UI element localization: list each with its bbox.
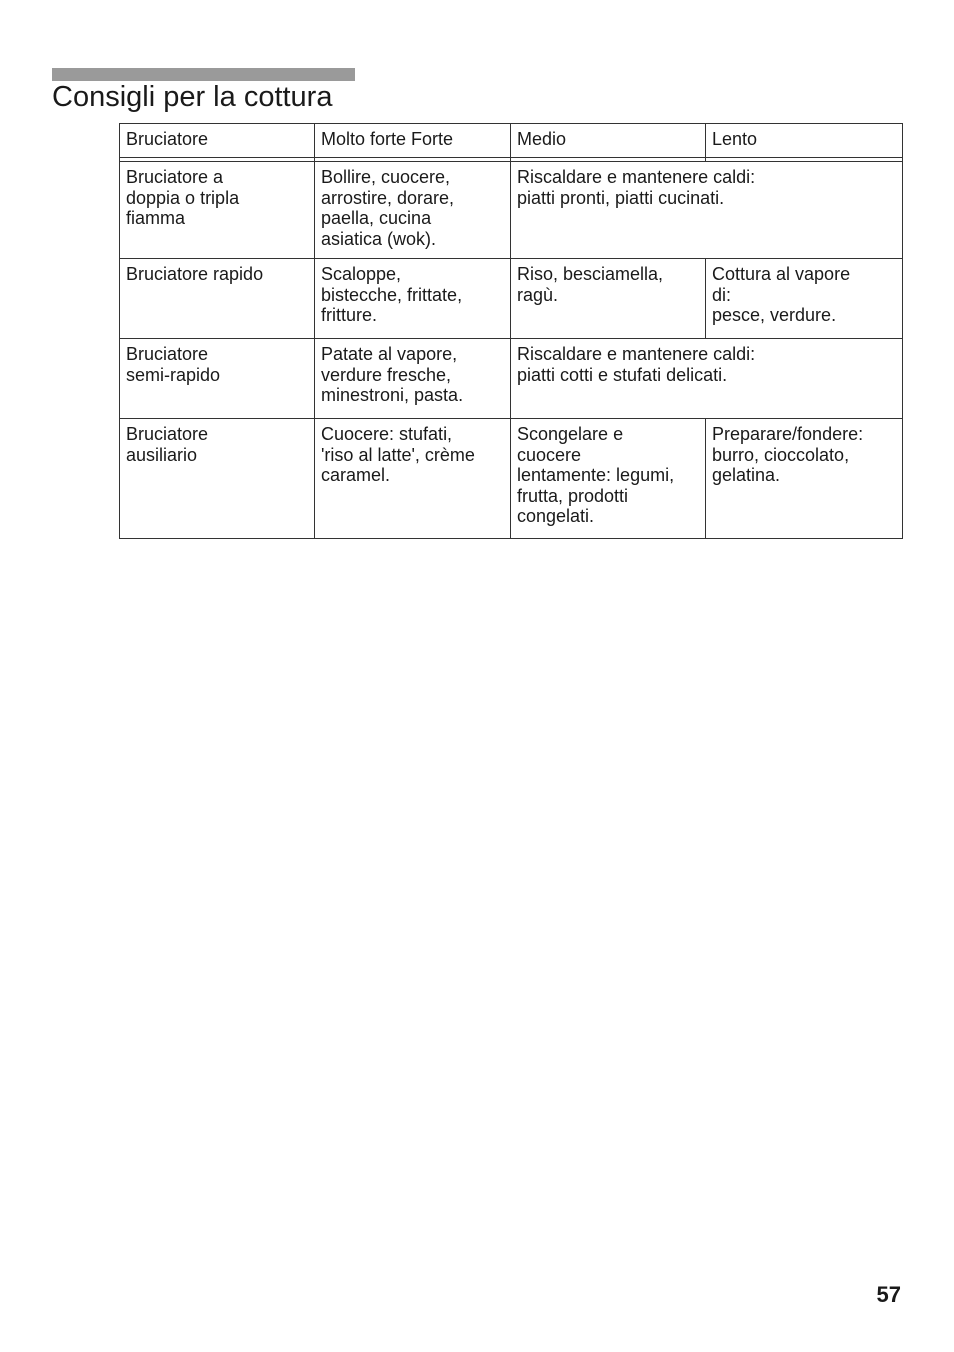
burner-cell: Bruciatore ausiliario: [120, 419, 315, 539]
header-very-strong: Molto forte Forte: [315, 124, 511, 158]
low-cell: Cottura al vapore di: pesce, verdure.: [706, 259, 903, 339]
very-strong-cell: Bollire, cuocere, arrostire, dorare, paella, cucina asiatica (wok).: [315, 162, 511, 259]
table-row: [120, 259, 903, 339]
cooking-tips-table: [119, 123, 903, 539]
page-title: Consigli per la cottura: [52, 81, 333, 113]
very-strong-cell: Cuocere: stufati, 'riso al latte', crème caramel.: [315, 419, 511, 539]
burner-cell: Bruciatore rapido: [120, 259, 315, 339]
low-cell: Preparare/fondere: burro, cioccolato, gelatina.: [706, 419, 903, 539]
header-low: Lento: [706, 124, 903, 158]
header-burner: Bruciatore: [120, 124, 315, 158]
burner-cell: Bruciatore semi-rapido: [120, 339, 315, 419]
table-header-row: [120, 124, 903, 158]
page-number: 57: [876, 1282, 901, 1307]
header-medium: Medio: [511, 124, 706, 158]
medium-low-cell: Riscaldare e mantenere caldi: piatti pronti, piatti cucinati.: [511, 162, 903, 259]
table-row: [120, 339, 903, 419]
table-row: [120, 162, 903, 259]
medium-cell: Scongelare e cuocere lentamente: legumi, frutta, prodotti congelati.: [511, 419, 706, 539]
very-strong-cell: Patate al vapore, verdure fresche, minestroni, pasta.: [315, 339, 511, 419]
medium-cell: Riso, besciamella, ragù.: [511, 259, 706, 339]
table-row: [120, 419, 903, 539]
burner-cell: Bruciatore a doppia o tripla fiamma: [120, 162, 315, 259]
medium-low-cell: Riscaldare e mantenere caldi: piatti cotti e stufati delicati.: [511, 339, 903, 419]
very-strong-cell: Scaloppe, bistecche, frittate, fritture.: [315, 259, 511, 339]
